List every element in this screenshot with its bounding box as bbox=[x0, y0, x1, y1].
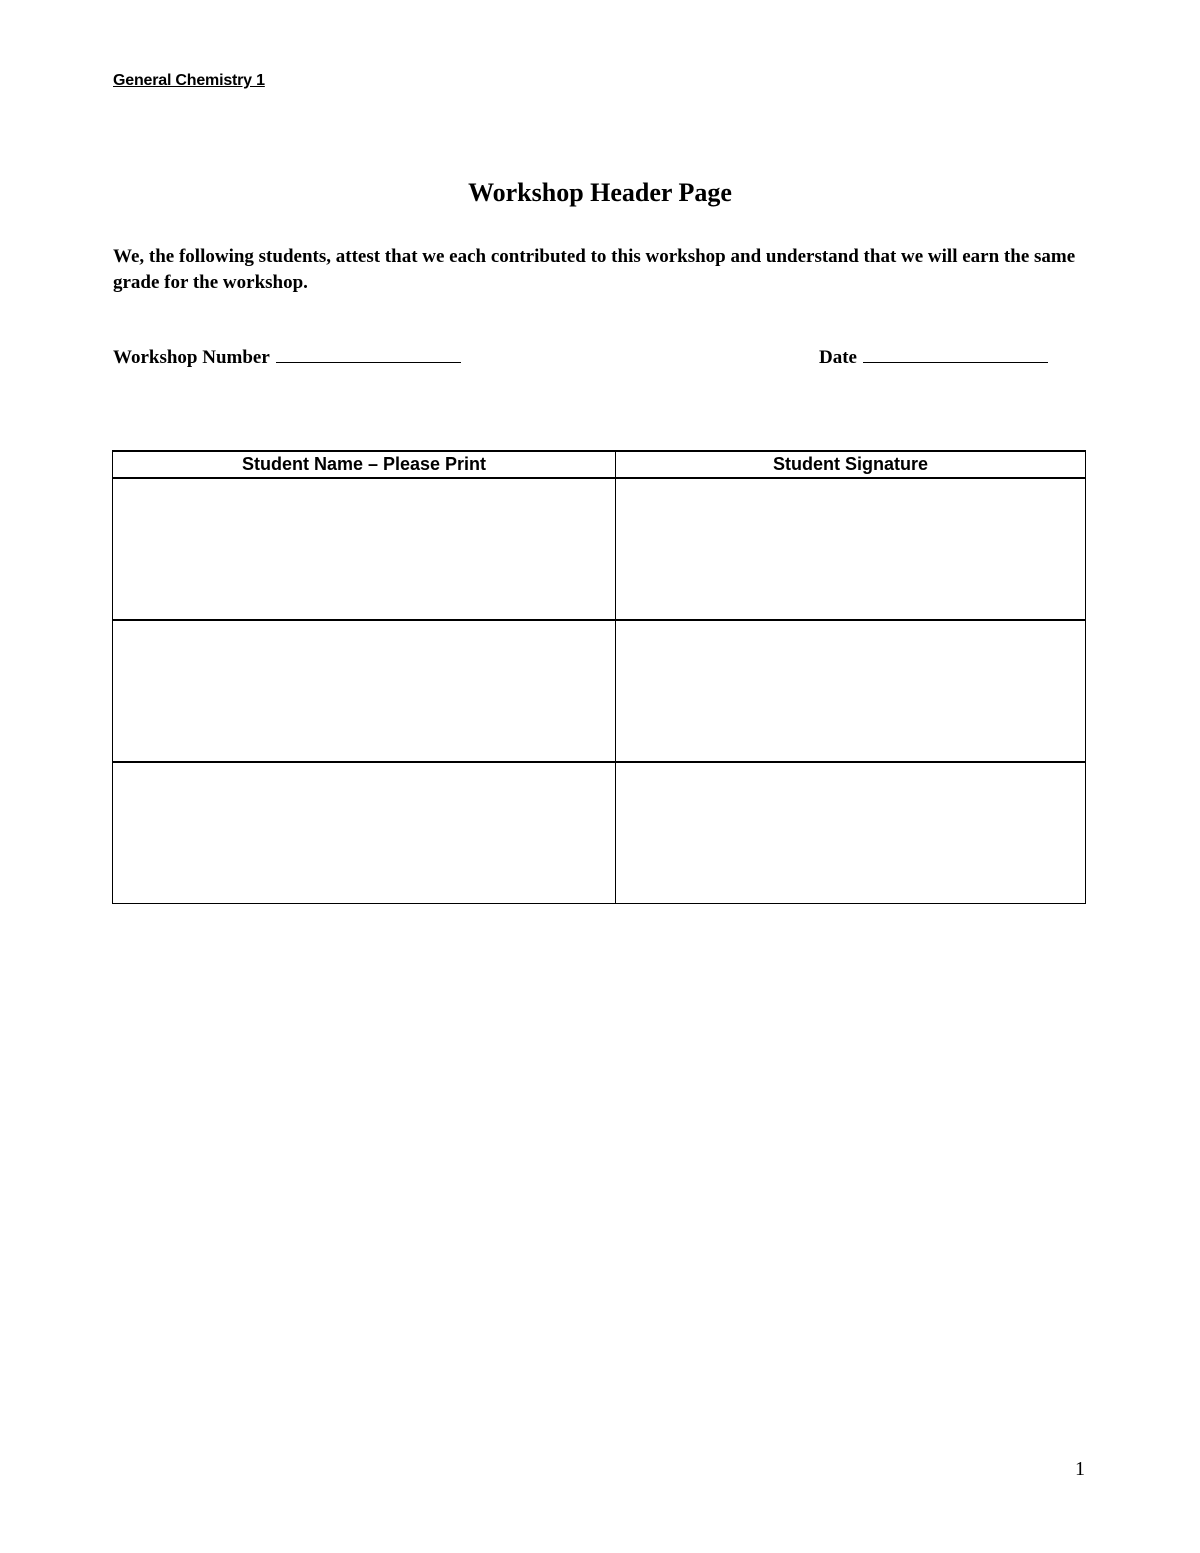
student-name-cell[interactable] bbox=[113, 478, 616, 620]
date-field bbox=[819, 344, 1048, 369]
course-header: General Chemistry 1 bbox=[113, 72, 265, 89]
workshop-number-field bbox=[113, 344, 461, 369]
student-roster-table bbox=[112, 450, 1086, 904]
column-header-student-name: Student Name – Please Print bbox=[113, 451, 616, 478]
student-signature-cell[interactable] bbox=[616, 478, 1086, 620]
table-row bbox=[113, 762, 1086, 904]
table-row bbox=[113, 478, 1086, 620]
table-row bbox=[113, 620, 1086, 762]
student-name-cell[interactable] bbox=[113, 762, 616, 904]
date-label: Date bbox=[819, 347, 857, 368]
attestation-statement: We, the following students, attest that we each contributed to this workshop and understand that we will earn the same grade for the workshop. bbox=[113, 246, 1076, 293]
student-name-cell[interactable] bbox=[113, 620, 616, 762]
page-title: Workshop Header Page bbox=[468, 178, 732, 207]
workshop-number-blank[interactable] bbox=[276, 344, 461, 363]
student-signature-cell[interactable] bbox=[616, 762, 1086, 904]
page-number: 1 bbox=[1075, 1458, 1085, 1480]
workshop-number-label: Workshop Number bbox=[113, 347, 270, 368]
column-header-student-signature: Student Signature bbox=[616, 451, 1086, 478]
student-signature-cell[interactable] bbox=[616, 620, 1086, 762]
date-blank[interactable] bbox=[863, 344, 1048, 363]
table-header-row bbox=[113, 451, 1086, 478]
